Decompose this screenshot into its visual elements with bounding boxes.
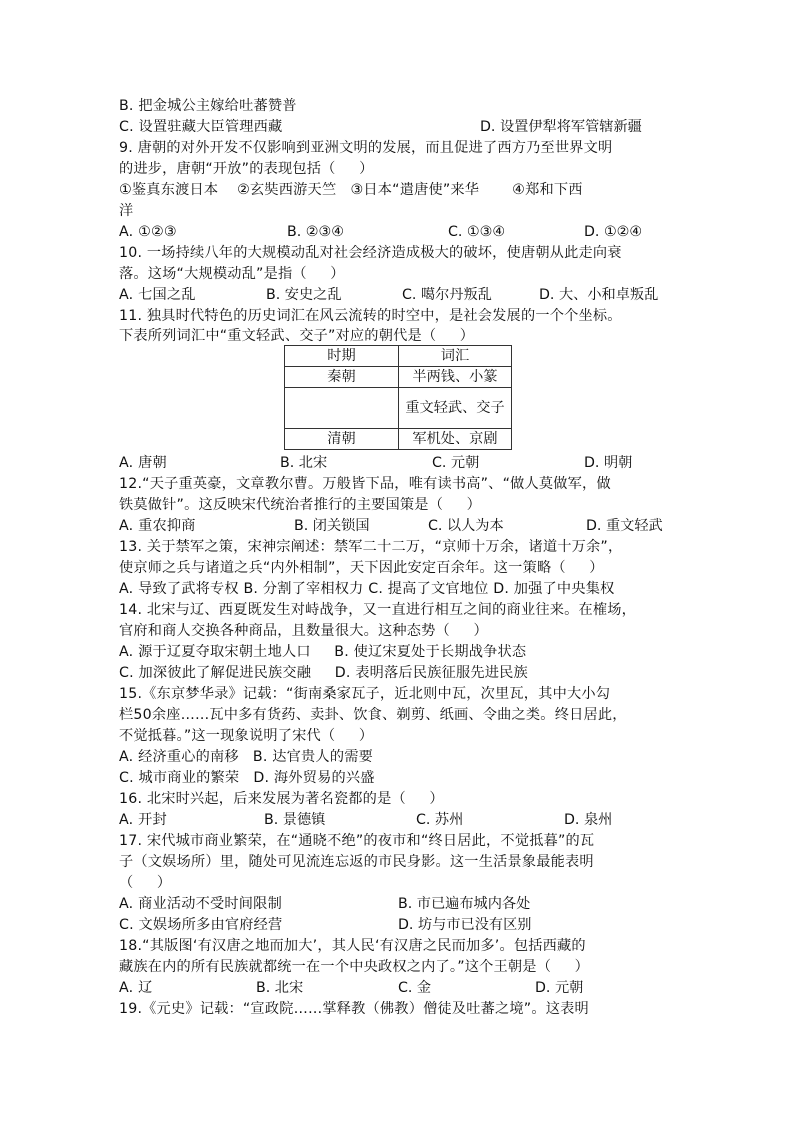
question-11: 11. 独具时代特色的历史词汇在风云流转的时空中，是社会发展的一个个坐标。 xyxy=(119,308,622,324)
table-cell xyxy=(285,388,399,429)
question-11-cont: 下表所列词汇中“重文轻武、交子”对应的朝代是（ ） xyxy=(119,328,475,344)
vocabulary-table xyxy=(284,345,512,450)
table-cell: 秦朝 xyxy=(285,367,399,388)
question-19: 19.《元史》记载：“宣政院……掌释教（佛教）僧徒及吐蕃之境”。这表明 xyxy=(119,1001,589,1017)
question-15-cont2: 不觉抵暮。”这一现象说明了宋代（ ） xyxy=(119,728,374,744)
question-12-cont: 铁莫做针”。这反映宋代统治者推行的主要国策是（ ） xyxy=(119,497,482,513)
option-11a: A. 唐朝 xyxy=(119,455,167,471)
option-11d: D. 明朝 xyxy=(584,455,633,471)
option-8c: C. 设置驻藏大臣管理西藏 xyxy=(119,119,283,135)
options-14-cd: C. 加深彼此了解促进民族交融 D. 表明落后民族征服先进民族 xyxy=(119,665,528,681)
option-9b: B. ②③④ xyxy=(287,224,344,240)
option-17d: D. 坊与市已没有区别 xyxy=(398,917,532,933)
option-11c: C. 元朝 xyxy=(432,455,480,471)
option-16b: B. 景德镇 xyxy=(264,812,326,828)
option-11b: B. 北宋 xyxy=(280,455,328,471)
option-12c: C. 以人为本 xyxy=(428,518,504,534)
option-9a: A. ①②③ xyxy=(119,224,177,240)
option-9c: C. ①③④ xyxy=(448,224,506,240)
question-17-blank: （ ） xyxy=(119,875,172,891)
option-10b: B. 安史之乱 xyxy=(266,287,342,303)
option-8d: D. 设置伊犁将军管辖新疆 xyxy=(480,119,642,135)
question-17-cont: 子（文娱场所）里，随处可见流连忘返的市民身影。这一生活景象最能表明 xyxy=(119,854,594,870)
question-13: 13. 关于禁军之策，宋神宗阐述：禁军二十二万，“京师十万余，诸道十万余”， xyxy=(119,539,623,555)
question-15: 15.《东京梦华录》记载：“街南桑家瓦子，近北则中瓦，次里瓦，其中大小勾 xyxy=(119,686,611,702)
question-14-cont: 官府和商人交换各种商品，且数量很大。这种态势（ ） xyxy=(119,623,488,639)
option-9d: D. ①②④ xyxy=(584,224,643,240)
option-8b: B. 把金城公主嫁给吐蕃赞普 xyxy=(119,98,297,114)
option-10c: C. 噶尔丹叛乱 xyxy=(402,287,492,303)
table-cell: 清朝 xyxy=(285,429,399,450)
table-row xyxy=(285,388,512,429)
option-18d: D. 元朝 xyxy=(535,980,584,996)
question-17: 17. 宋代城市商业繁荣，在“通晓不绝”的夜市和“终日居此，不觉抵暮”的瓦 xyxy=(119,833,595,849)
option-12a: A. 重农抑商 xyxy=(119,518,196,534)
option-12b: B. 闭关锁国 xyxy=(294,518,370,534)
options-15-ab: A. 经济重心的南移 B. 达官贵人的需要 xyxy=(119,749,373,765)
options-13: A. 导致了武将专权 B. 分割了宰相权力 C. 提高了文官地位 D. 加强了中央集权 xyxy=(119,581,615,597)
option-17b: B. 市已遍布城内各处 xyxy=(398,896,531,912)
option-18c: C. 金 xyxy=(398,980,432,996)
table-row xyxy=(285,367,512,388)
question-13-cont: 使京师之兵与诸道之兵“内外相制”，天下因此安定百余年。这一策略（ ） xyxy=(119,560,604,576)
option-17a: A. 商业活动不受时间限制 xyxy=(119,896,282,912)
options-15-cd: C. 城市商业的繁荣 D. 海外贸易的兴盛 xyxy=(119,770,375,786)
option-10d: D. 大、小和卓叛乱 xyxy=(539,287,659,303)
question-18-cont: 藏族在内的所有民族就都统一在一个中央政权之内了。”这个王朝是（ ） xyxy=(119,959,590,975)
table-row xyxy=(285,429,512,450)
question-10-cont: 落。这场“大规模动乱”是指（ ） xyxy=(119,266,345,282)
option-18b: B. 北宋 xyxy=(256,980,304,996)
option-16a: A. 开封 xyxy=(119,812,167,828)
option-16c: C. 苏州 xyxy=(416,812,464,828)
table-header-terms: 词汇 xyxy=(399,346,512,367)
question-9-items-cont: 洋 xyxy=(119,203,134,219)
question-9-cont: 的进步，唐朝“开放”的表现包括（ ） xyxy=(119,161,374,177)
option-12d: D. 重文轻武 xyxy=(586,518,663,534)
table-cell: 半两钱、小篆 xyxy=(399,367,512,388)
table-header-period: 时期 xyxy=(285,346,399,367)
table-header-row xyxy=(285,346,512,367)
options-14-ab: A. 源于辽夏夺取宋朝土地人口 B. 使辽宋夏处于长期战争状态 xyxy=(119,644,527,660)
question-14: 14. 北宋与辽、西夏既发生对峙战争，又一直进行相互之间的商业往来。在榷场， xyxy=(119,602,637,618)
question-12: 12.“天子重英豪，文章教尔曹。万般皆下品，唯有读书高”、“做人莫做军，做 xyxy=(119,476,611,492)
option-16d: D. 泉州 xyxy=(564,812,613,828)
question-9: 9. 唐朝的对外开发不仅影响到亚洲文明的发展，而且促进了西方乃至世界文明 xyxy=(119,140,613,156)
question-9-items: ①鉴真东渡日本 ②玄奘西游天竺 ③日本“遣唐使”来华 ④郑和下西 xyxy=(119,182,583,198)
question-18: 18.“其版图‘有汉唐之地而加大’，其人民‘有汉唐之民而加多’。包括西藏的 xyxy=(119,938,586,954)
question-16: 16. 北宋时兴起，后来发展为著名瓷都的是（ ） xyxy=(119,791,444,807)
question-15-cont: 栏50余座……瓦中多有货药、卖卦、饮食、剃剪、纸画、令曲之类。终日居此， xyxy=(119,707,627,723)
table-cell: 军机处、京剧 xyxy=(399,429,512,450)
table-cell: 重文轻武、交子 xyxy=(399,388,512,429)
option-10a: A. 七国之乱 xyxy=(119,287,196,303)
option-18a: A. 辽 xyxy=(119,980,153,996)
option-17c: C. 文娱场所多由官府经营 xyxy=(119,917,283,933)
question-10: 10. 一场持续八年的大规模动乱对社会经济造成极大的破坏，使唐朝从此走向衰 xyxy=(119,245,622,261)
